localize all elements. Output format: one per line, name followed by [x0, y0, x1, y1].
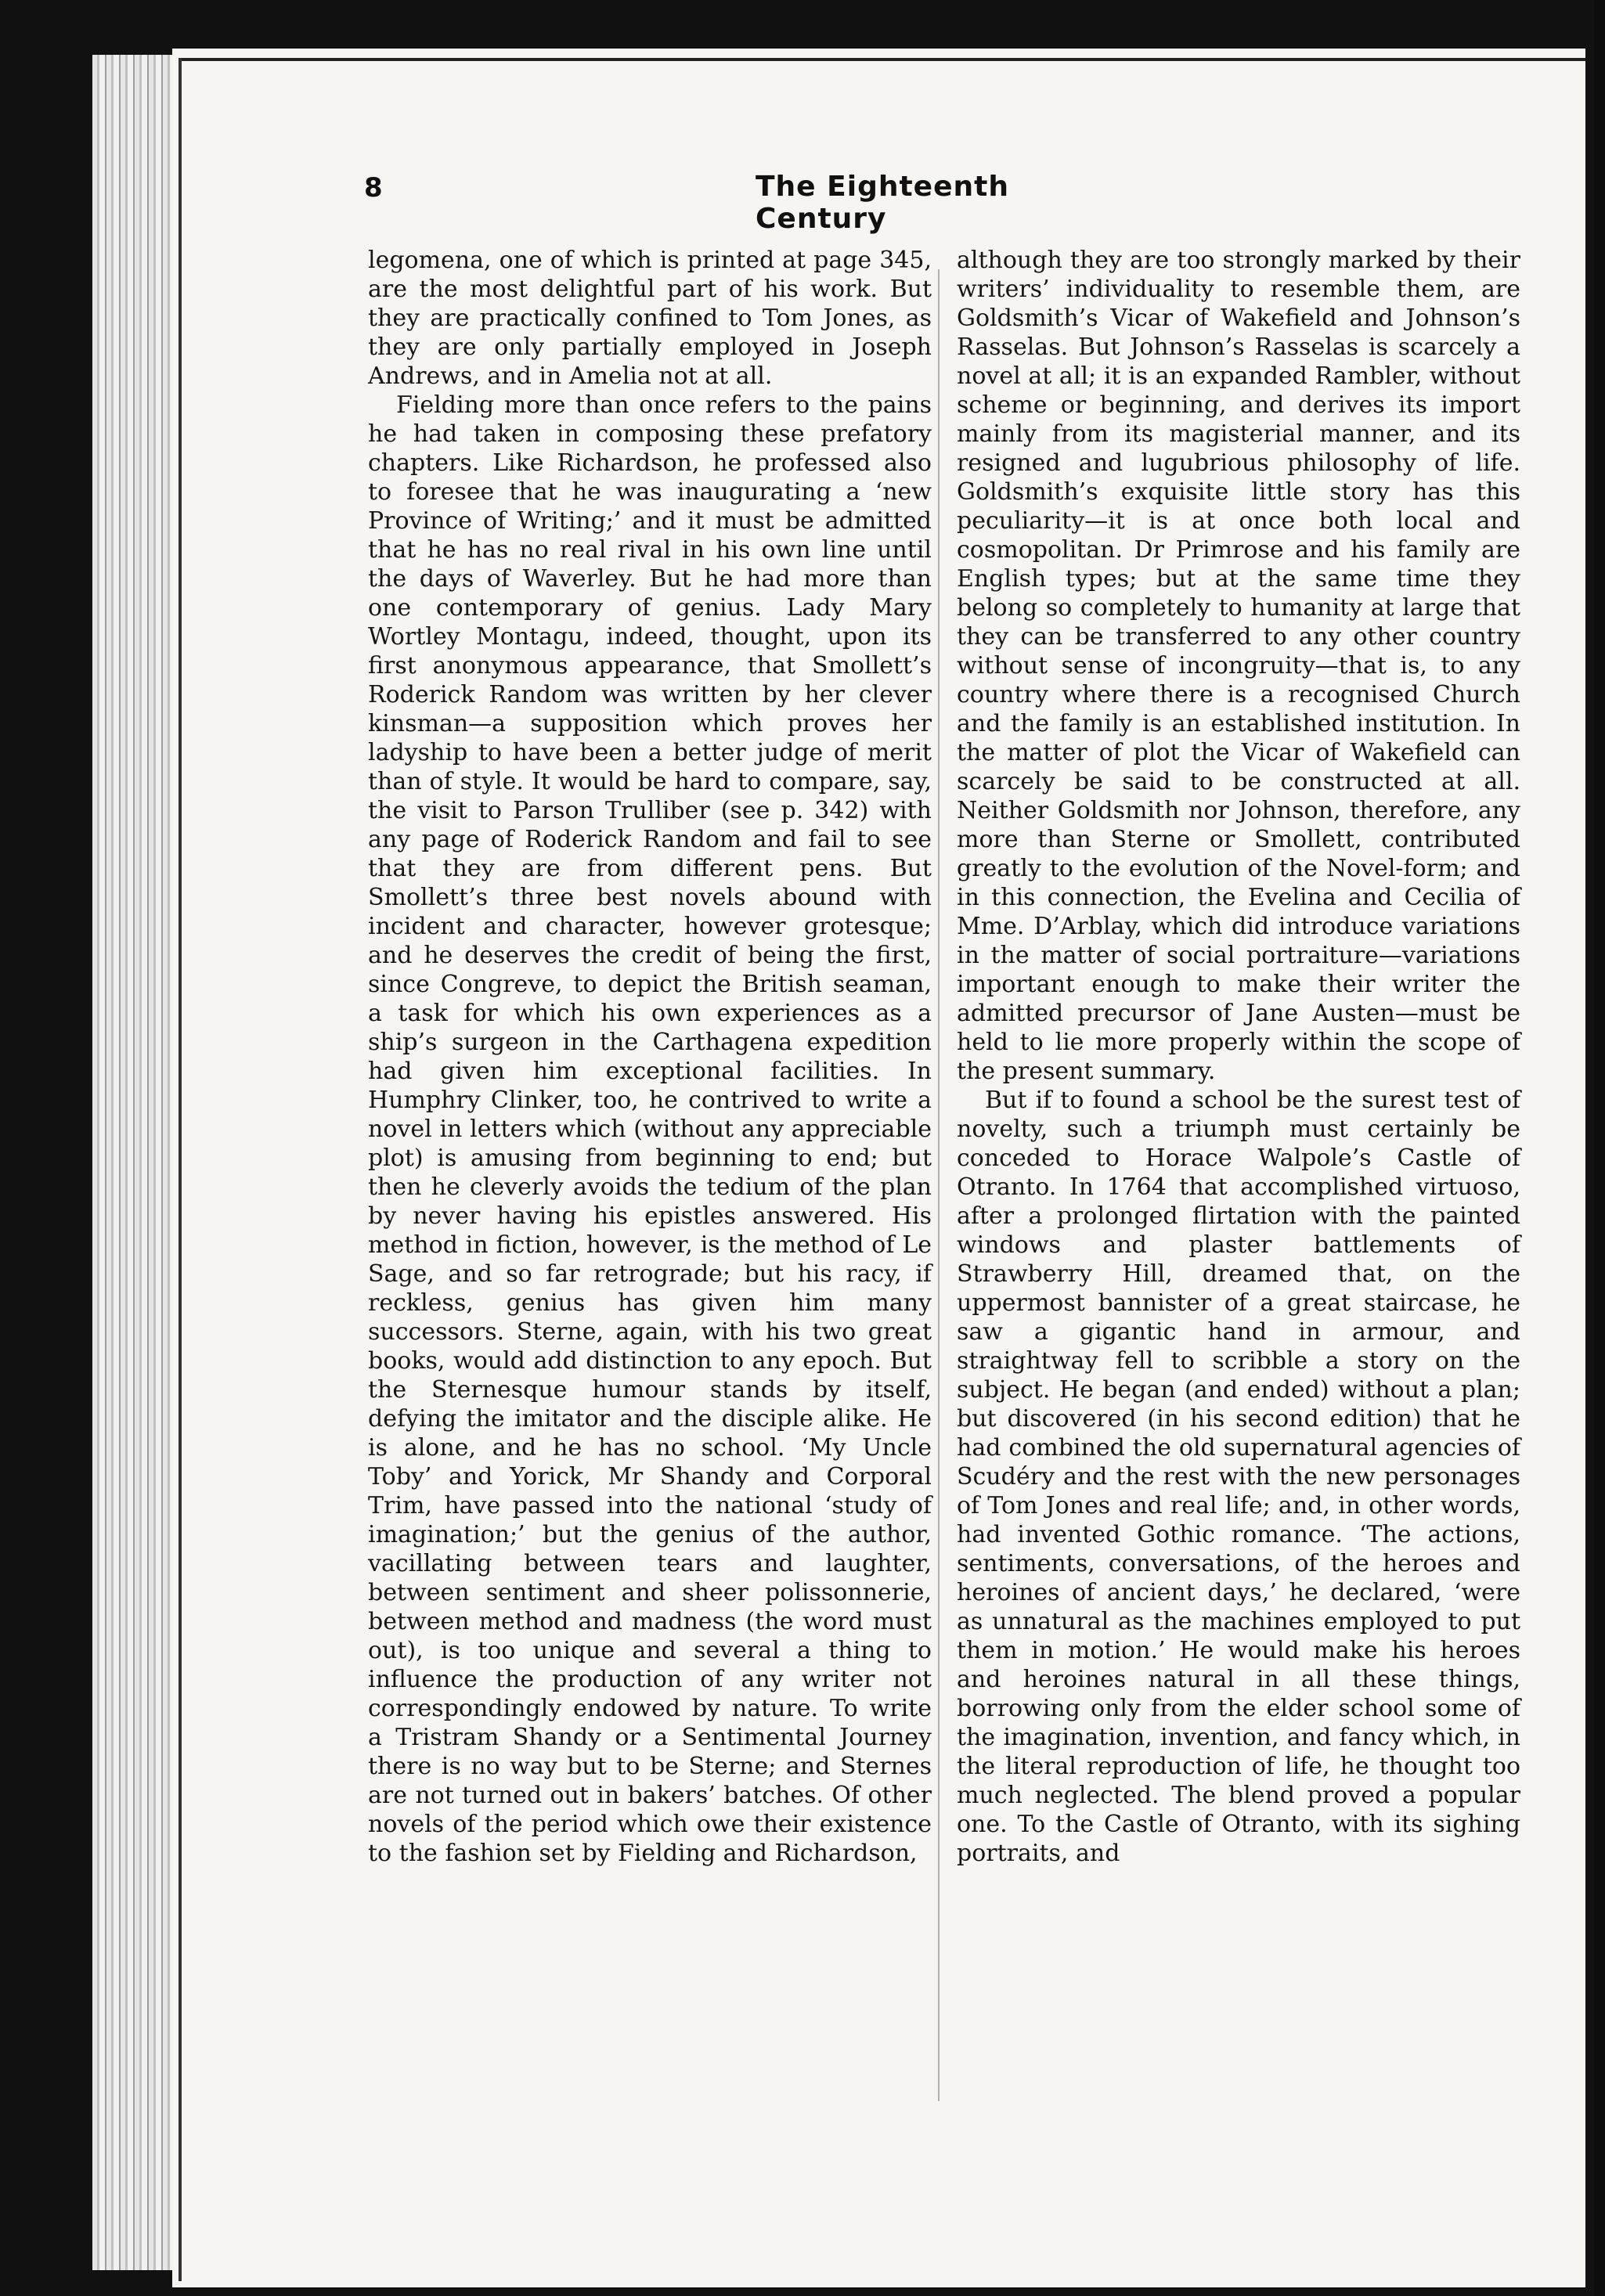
scan-edge: [1594, 0, 1605, 2296]
page-header: [172, 168, 1143, 235]
left-paragraph-2: Fielding more than once refers to the pains he had taken in composing these prefatory chapters. Like Richardson, he professed also to foresee that he was inaugurating a ‘new Province of Writing;’ and it must be admitted that he has no real rival in his own line until the days of Waverley. But he had more than one contemporary of genius. Lady Mary Wortley Montagu, indeed, thought, upon its first anonymous appearance, that Smollett’s Roderick Random was written by her clever kinsman—a supposition which proves her ladyship to have been a better judge of merit than of style. It would be hard to compare, say, the visit to Parson Trulliber (see p. 342) with any page of Roderick Random and fail to see that they are from different pens. But Smollett’s three best novels abound with incident and character, however grotesque; and he deserves the credit of being the first, since Congreve, to depict the British seaman, a task for which his own experiences as a ship’s surgeon in the Carthagena expedition had given him exceptional facilities. In Humphry Clinker, too, he contrived to write a novel in letters which (without any appreciable plot) is amusing from beginning to end; but then he cleverly avoids the tedium of the plan by never having his epistles answered. His method in fiction, however, is the method of Le Sage, and so far retrograde; but his racy, if reckless, genius has given him many successors. Sterne, again, with his two great books, would add distinction to any epoch. But the Sternesque humour stands by itself, defying the imitator and the disciple alike. He is alone, and he has no school. ‘My Uncle Toby’ and Yorick, Mr Shandy and Corporal Trim, have passed into the national ‘study of imagination;’ but the genius of the author, vacillating between tears and laughter, between sentiment and sheer polissonnerie, between method and madness (the word must out), is too unique and several a thing to influence the production of any writer not correspondingly endowed by nature. To write a Tristram Shandy or a Sentimental Journey there is no way but to be Sterne; and Sternes are not turned out in bakers’ batches. Of other novels of the period which owe their existence to the fashion set by Fielding and Richardson,: [368, 391, 932, 1867]
book-page: [172, 49, 1585, 2287]
page-number: 8: [364, 172, 383, 204]
left-paragraph-1: legomena, one of which is printed at page 345, are the most delightful part of his work. But they are practically confined to Tom Jones, as they are only partially employed in Joseph Andrews, and in Amelia not at all.: [368, 247, 932, 390]
right-column: [957, 246, 1520, 1868]
right-paragraph-1: although they are too strongly marked by their writers’ individuality to resemble them, are Goldsmith’s Vicar of Wakefield and Johnson’s Rasselas. But Johnson’s Rasselas is scarcely a novel at all; it is an expanded Rambler, without scheme or beginning, and derives its import mainly from its magisterial manner, and its resigned and lugubrious philosophy of life. Goldsmith’s exquisite little story has this peculiarity—it is at once both local and cosmopolitan. Dr Primrose and his family are English types; but at the same time they belong so completely to humanity at large that they can be transferred to any other country without sense of incongruity—that is, to any country where there is a recognised Church and the family is an established institution. In the matter of plot the Vicar of Wakefield can scarcely be said to be constructed at all. Neither Goldsmith nor Johnson, therefore, any more than Sterne or Smollett, contributed greatly to the evolution of the Novel-form; and in this connection, the Evelina and Cecilia of Mme. D’Arblay, which did introduce variations in the matter of social portraiture—variations important enough to make their writer the admitted precursor of Jane Austen—must be held to lie more properly within the scope of the present summary.: [957, 247, 1520, 1085]
right-paragraph-2: But if to found a school be the surest test of novelty, such a triumph must certainly be conceded to Horace Walpole’s Castle of Otranto. In 1764 that accomplished virtuoso, after a prolonged flirtation with the painted windows and plaster battlements of Strawberry Hill, dreamed that, on the uppermost bannister of a great staircase, he saw a gigantic hand in armour, and straightway fell to scribble a story on the subject. He began (and ended) without a plan; but discovered (in his second edition) that he had combined the old supernatural agencies of Scudéry and the rest with the new personages of Tom Jones and real life; and, in other words, had invented Gothic romance. ‘The actions, sentiments, conversations, of the heroes and heroines of ancient days,’ he declared, ‘were as unnatural as the machines employed to put them in motion.’ He would make his heroes and heroines natural in all these things, borrowing only from the elder school some of the imagination, invention, and fancy which, in the literal reproduction of life, he thought too much neglected. The blend proved a popular one. To the Castle of Otranto, with its sighing portraits, and: [957, 1087, 1520, 1867]
left-column: [368, 246, 932, 1868]
column-divider: [938, 269, 940, 2101]
page-frame-top: [179, 58, 1585, 61]
page-frame-left: [179, 58, 182, 2281]
running-head: The Eighteenth Century: [756, 171, 1009, 235]
book-binding-edge: [92, 55, 179, 2270]
